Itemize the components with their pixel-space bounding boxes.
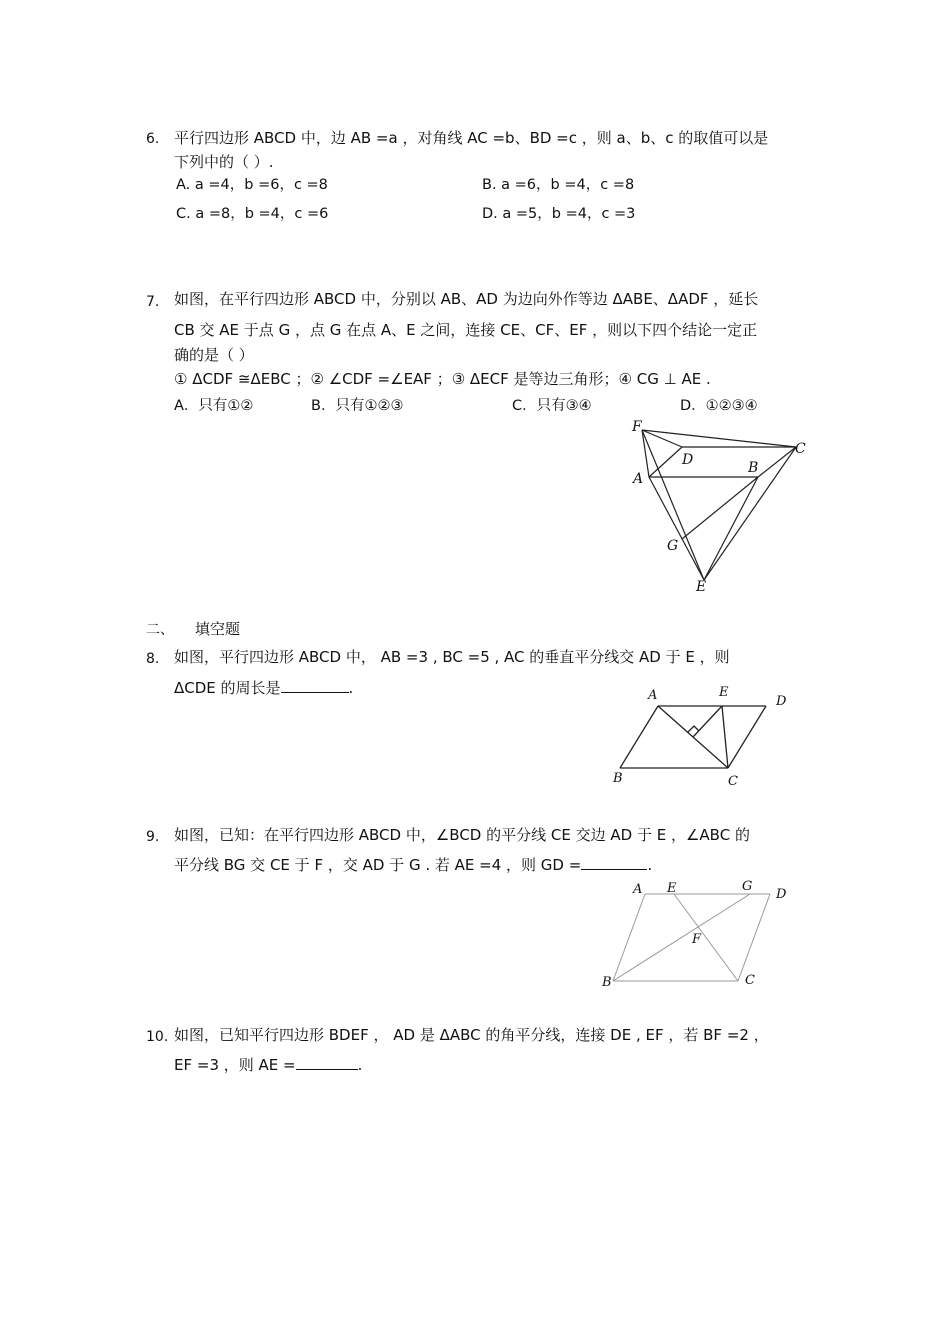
section2-title: 填空题 bbox=[195, 620, 241, 638]
q7-stem-line1: 如图，在平行四边形 ABCD 中，分别以 AB、AD 为边向外作等边 ΔABE、ΔADF ，延长 bbox=[174, 290, 759, 308]
q9-stem-line2: 平分线 BG 交 CE 于 F ，交 AD 于 G . 若 AE =4 ，则 GD = bbox=[174, 856, 582, 874]
q7-seg-AD bbox=[649, 447, 682, 477]
q6-option-a: A. a =4，b =6，c =8 bbox=[176, 177, 328, 193]
q8-number: 8. bbox=[146, 651, 160, 667]
q7-seg-BC bbox=[758, 447, 796, 477]
q7-conclusions: ① ΔCDF ≅ΔEBC ；② ∠CDF =∠EAF ；③ ΔECF 是等边三角形；④ CG ⊥ AE . bbox=[174, 370, 711, 388]
q8-answer-blank[interactable] bbox=[281, 676, 349, 693]
q9-stem-line2-wrap bbox=[174, 853, 652, 876]
q8-label-D: D bbox=[776, 694, 787, 709]
q9-label-D: D bbox=[776, 887, 787, 902]
q8-stem-end: . bbox=[348, 679, 354, 697]
q7-label-D: D bbox=[682, 452, 694, 468]
q8-label-E: E bbox=[719, 685, 729, 700]
q8-seg-DC bbox=[728, 706, 766, 768]
q7-label-F: F bbox=[632, 419, 642, 435]
q8-label-B: B bbox=[613, 771, 623, 786]
q7-label-E: E bbox=[696, 579, 707, 595]
q7-label-G: G bbox=[667, 538, 679, 554]
q9-label-E: E bbox=[667, 881, 677, 896]
q8-right-angle-mark bbox=[688, 726, 699, 732]
q6-option-d: D. a =5，b =4，c =3 bbox=[482, 206, 636, 222]
section2-number: 二、 bbox=[146, 622, 174, 638]
q8-stem-line1: 如图，平行四边形 ABCD 中， AB =3 , BC =5 , AC 的垂直平分线交 AD 于 E ，则 bbox=[174, 648, 730, 666]
q7-seg-FE bbox=[642, 430, 704, 580]
q8-label-A: A bbox=[648, 688, 658, 703]
q7-option-d: D．①②③④ bbox=[680, 398, 758, 414]
q10-stem-line2-wrap bbox=[174, 1053, 362, 1076]
q9-label-A: A bbox=[633, 882, 643, 897]
q9-label-B: B bbox=[602, 975, 612, 990]
q10-stem-line2: EF =3 ，则 AE = bbox=[174, 1056, 296, 1074]
q10-stem-line1: 如图，已知平行四边形 BDEF ， AD 是 ΔABC 的角平分线，连接 DE , EF ，若 BF =2 ， bbox=[174, 1026, 769, 1044]
q7-figure bbox=[620, 412, 820, 597]
q8-seg-BA bbox=[620, 706, 658, 768]
q9-stem-end: . bbox=[647, 856, 653, 874]
q6-number: 6. bbox=[146, 131, 160, 147]
q9-answer-blank[interactable] bbox=[581, 853, 647, 870]
q7-stem-line3: 确的是（ ） bbox=[174, 346, 254, 364]
q9-seg-CE bbox=[674, 894, 738, 981]
q9-label-C: C bbox=[745, 973, 755, 988]
q8-stem-line2: ΔCDE 的周长是 bbox=[174, 679, 281, 697]
q6-stem-line1: 平行四边形 ABCD 中，边 AB =a ，对角线 AC =b、BD =c ，则 a、b、c 的取值可以是 bbox=[174, 129, 769, 147]
q9-figure bbox=[598, 876, 798, 996]
q6-stem-line2: 下列中的（ ）. bbox=[174, 153, 274, 171]
q8-seg-EC bbox=[722, 706, 728, 768]
q9-seg-BG bbox=[613, 894, 750, 981]
q7-label-A: A bbox=[633, 471, 644, 487]
q10-answer-blank[interactable] bbox=[296, 1053, 358, 1070]
q7-option-a: A．只有①② bbox=[174, 398, 254, 414]
q8-stem-line2-wrap bbox=[174, 676, 353, 699]
q6-option-c: C. a =8，b =4，c =6 bbox=[176, 206, 329, 222]
q9-label-F: F bbox=[692, 932, 702, 947]
q7-label-C: C bbox=[795, 441, 806, 457]
q10-number: 10. bbox=[146, 1029, 169, 1045]
q10-stem-end: . bbox=[357, 1056, 363, 1074]
q8-seg-EO bbox=[693, 706, 722, 737]
q7-seg-FC bbox=[642, 430, 796, 447]
q7-stem-line2: CB 交 AE 于点 G ，点 G 在点 A、E 之间，连接 CE、CF、EF ，则以下四个结论一定正 bbox=[174, 321, 758, 339]
q9-stem-line1: 如图，已知：在平行四边形 ABCD 中，∠BCD 的平分线 CE 交边 AD 于 E ，∠ABC 的 bbox=[174, 826, 750, 844]
q9-label-G: G bbox=[742, 879, 753, 894]
q8-label-C: C bbox=[728, 774, 738, 789]
q9-number: 9. bbox=[146, 829, 160, 845]
q9-seg-DC bbox=[738, 894, 770, 981]
q7-seg-BE bbox=[704, 477, 758, 580]
q7-seg-BG bbox=[682, 477, 758, 539]
q9-seg-BA bbox=[613, 894, 645, 981]
q7-number: 7. bbox=[146, 294, 160, 310]
q7-option-c: C．只有③④ bbox=[512, 398, 592, 414]
q7-label-B: B bbox=[748, 460, 759, 476]
q7-option-b: B．只有①②③ bbox=[311, 398, 404, 414]
q8-figure bbox=[608, 684, 798, 790]
q6-option-b: B. a =6，b =4，c =8 bbox=[482, 177, 635, 193]
